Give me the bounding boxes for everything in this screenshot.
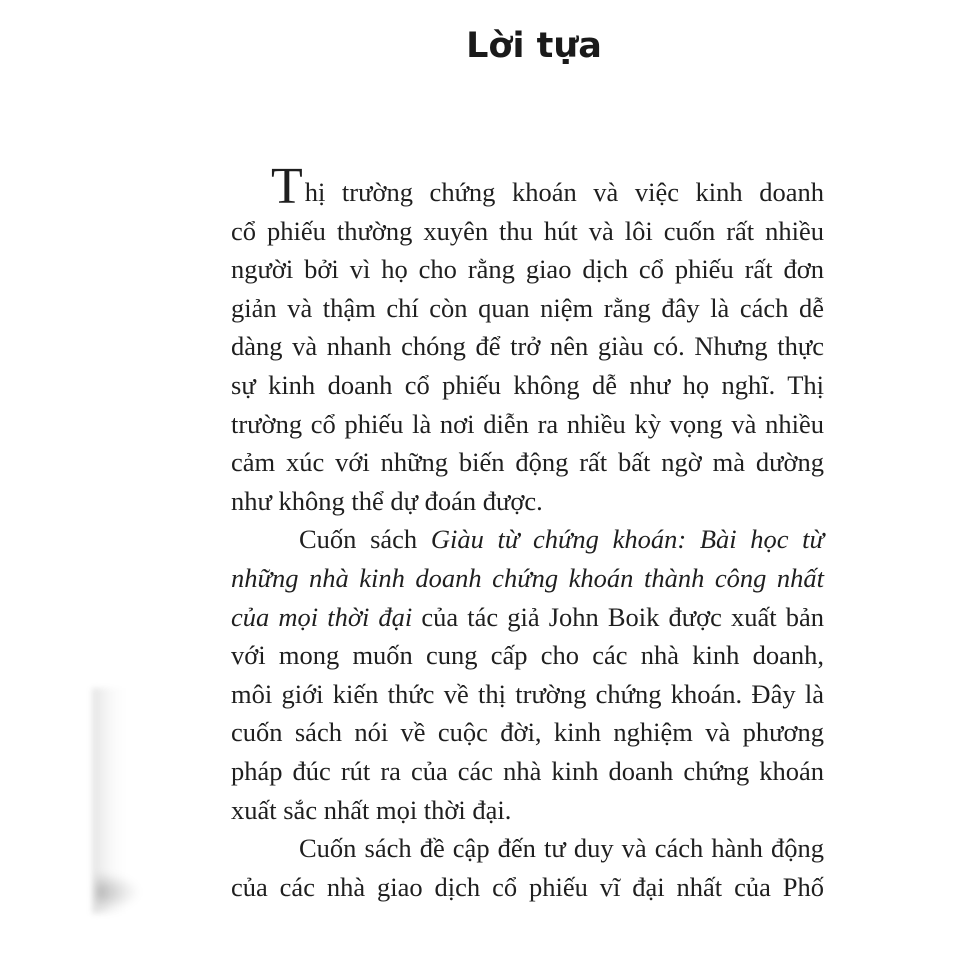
paragraph-3-line-2: của các nhà giao dịch cổ phiếu vĩ đại nhất của Phố [231,871,824,902]
paragraph-1-line-9: như không thể dự đoán được. [231,485,543,516]
paragraph-2-line-5: môi giới kiến thức về thị trường chứng khoán. Đây là [231,678,824,709]
body-text [231,158,824,906]
paragraph-2-line-6: cuốn sách nói về cuộc đời, kinh nghiệm và phương [231,717,824,748]
paragraph-1-line-4: giản và thậm chí còn quan niệm rằng đây là cách dễ [231,292,824,323]
chapter-title: Lời tựa [466,26,602,66]
paragraph-2-line-4: với mong muốn cung cấp cho các nhà kinh doanh, [231,640,824,671]
paragraph-1-line-2: cổ phiếu thường xuyên thu hút và lôi cuốn rất nhiều [231,215,824,246]
page-corner-shadow [96,872,140,912]
paragraph-1-line-6: sự kinh doanh cổ phiếu không dễ như họ nghĩ. Thị [231,369,824,400]
paragraph-1-line-1: Thị trường chứng khoán và việc kinh doanh [231,172,824,212]
paragraph-1-line-5: dàng và nhanh chóng để trở nên giàu có. Nhưng thực [231,331,824,362]
paragraph-1-line-8: cảm xúc với những biến động rất bất ngờ mà dường [231,447,824,478]
paragraph-2-line-7: pháp đúc rút ra của các nhà kinh doanh chứng khoán [231,755,824,786]
paragraph-3-line-1: Cuốn sách đề cập đến tư duy và cách hành động [299,833,824,864]
paragraph-1-line-7: trường cổ phiếu là nơi diễn ra nhiều kỳ vọng và nhiều [231,408,824,439]
drop-cap: T [271,158,303,215]
paragraph-1-line-3: người bởi vì họ cho rằng giao dịch cổ phiếu rất đơn [231,254,824,285]
paragraph-2-line-8: xuất sắc nhất mọi thời đại. [231,794,512,825]
paragraph-2-line-2: những nhà kinh doanh chứng khoán thành công nhất [231,562,824,593]
paragraph-2-line-3: của mọi thời đại của tác giả John Boik được xuất bản [231,601,824,632]
paragraph-2-line-1: Cuốn sách Giàu từ chứng khoán: Bài học từ [299,524,824,555]
